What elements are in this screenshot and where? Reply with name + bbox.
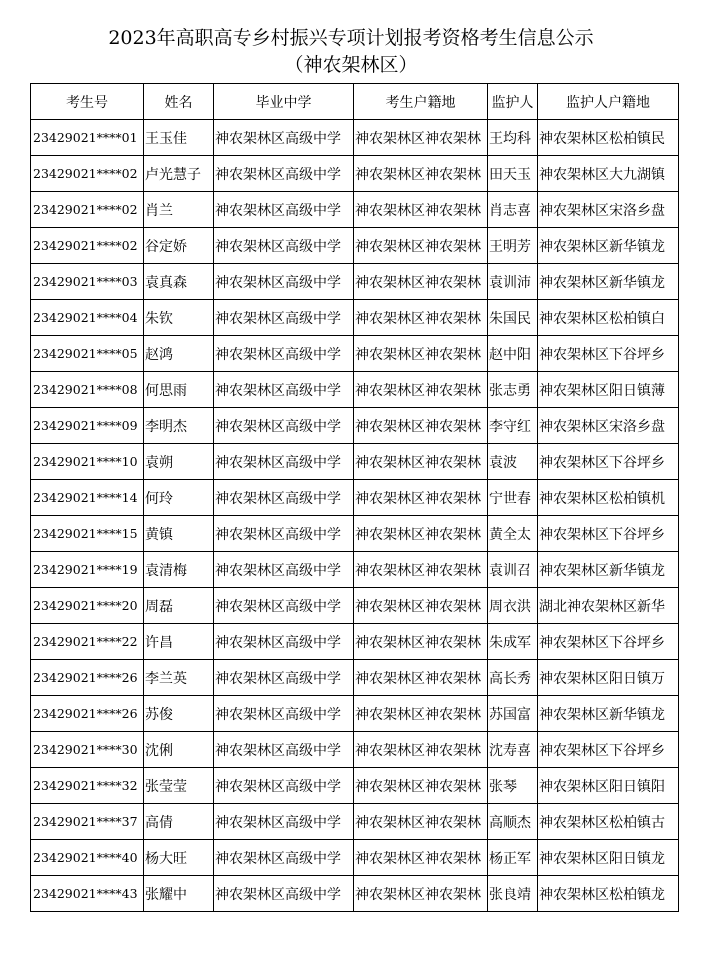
exam-number-cell: 23429021****09 xyxy=(31,408,144,444)
graduation-school-cell: 神农架林区高级中学 xyxy=(214,372,354,408)
guardian-residence-cell: 神农架林区新华镇龙 xyxy=(538,552,679,588)
student-name-cell: 袁清梅 xyxy=(144,552,214,588)
student-name-cell: 袁朔 xyxy=(144,444,214,480)
graduation-school-cell: 神农架林区高级中学 xyxy=(214,264,354,300)
exam-number-cell: 23429021****30 xyxy=(31,732,144,768)
graduation-school-cell: 神农架林区高级中学 xyxy=(214,696,354,732)
guardian-residence-cell: 神农架林区阳日镇阳 xyxy=(538,768,679,804)
table-row xyxy=(31,444,679,480)
student-name-cell: 肖兰 xyxy=(144,192,214,228)
header-guardian-residence: 监护人户籍地 xyxy=(538,84,679,120)
graduation-school-cell: 神农架林区高级中学 xyxy=(214,444,354,480)
graduation-school-cell: 神农架林区高级中学 xyxy=(214,336,354,372)
table-header-row xyxy=(31,84,679,120)
student-residence-cell: 神农架林区神农架林 xyxy=(354,480,488,516)
student-residence-cell: 神农架林区神农架林 xyxy=(354,624,488,660)
exam-number-cell: 23429021****08 xyxy=(31,372,144,408)
table-row xyxy=(31,840,679,876)
student-residence-cell: 神农架林区神农架林 xyxy=(354,876,488,912)
guardian-cell: 袁训沛 xyxy=(488,264,538,300)
graduation-school-cell: 神农架林区高级中学 xyxy=(214,804,354,840)
graduation-school-cell: 神农架林区高级中学 xyxy=(214,408,354,444)
graduation-school-cell: 神农架林区高级中学 xyxy=(214,768,354,804)
student-name-cell: 张耀中 xyxy=(144,876,214,912)
graduation-school-cell: 神农架林区高级中学 xyxy=(214,228,354,264)
student-name-cell: 卢光慧子 xyxy=(144,156,214,192)
exam-number-cell: 23429021****37 xyxy=(31,804,144,840)
guardian-cell: 袁波 xyxy=(488,444,538,480)
guardian-residence-cell: 神农架林区下谷坪乡 xyxy=(538,336,679,372)
student-name-cell: 李明杰 xyxy=(144,408,214,444)
student-name-cell: 谷定娇 xyxy=(144,228,214,264)
exam-number-cell: 23429021****26 xyxy=(31,696,144,732)
table-row xyxy=(31,120,679,156)
student-residence-cell: 神农架林区神农架林 xyxy=(354,552,488,588)
guardian-cell: 高顺杰 xyxy=(488,804,538,840)
table-row xyxy=(31,876,679,912)
table-row xyxy=(31,516,679,552)
guardian-residence-cell: 神农架林区阳日镇薄 xyxy=(538,372,679,408)
student-residence-cell: 神农架林区神农架林 xyxy=(354,300,488,336)
guardian-cell: 宁世春 xyxy=(488,480,538,516)
exam-number-cell: 23429021****02 xyxy=(31,192,144,228)
guardian-cell: 肖志喜 xyxy=(488,192,538,228)
candidate-table xyxy=(30,83,679,912)
student-residence-cell: 神农架林区神农架林 xyxy=(354,228,488,264)
table-body xyxy=(31,120,679,912)
table-row xyxy=(31,768,679,804)
graduation-school-cell: 神农架林区高级中学 xyxy=(214,840,354,876)
table-row xyxy=(31,192,679,228)
student-residence-cell: 神农架林区神农架林 xyxy=(354,372,488,408)
table-row xyxy=(31,228,679,264)
exam-number-cell: 23429021****22 xyxy=(31,624,144,660)
guardian-cell: 杨正军 xyxy=(488,840,538,876)
guardian-cell: 袁训召 xyxy=(488,552,538,588)
guardian-cell: 朱成军 xyxy=(488,624,538,660)
exam-number-cell: 23429021****05 xyxy=(31,336,144,372)
table-row xyxy=(31,372,679,408)
guardian-residence-cell: 神农架林区宋洛乡盘 xyxy=(538,408,679,444)
guardian-cell: 张琴 xyxy=(488,768,538,804)
table-row xyxy=(31,624,679,660)
guardian-cell: 田天玉 xyxy=(488,156,538,192)
table-row xyxy=(31,660,679,696)
guardian-cell: 李守红 xyxy=(488,408,538,444)
graduation-school-cell: 神农架林区高级中学 xyxy=(214,480,354,516)
guardian-cell: 张良靖 xyxy=(488,876,538,912)
guardian-residence-cell: 神农架林区下谷坪乡 xyxy=(538,516,679,552)
header-exam-number: 考生号 xyxy=(31,84,144,120)
guardian-cell: 黄全太 xyxy=(488,516,538,552)
exam-number-cell: 23429021****15 xyxy=(31,516,144,552)
table-row xyxy=(31,264,679,300)
guardian-residence-cell: 神农架林区阳日镇龙 xyxy=(538,840,679,876)
student-name-cell: 苏俊 xyxy=(144,696,214,732)
graduation-school-cell: 神农架林区高级中学 xyxy=(214,876,354,912)
exam-number-cell: 23429021****20 xyxy=(31,588,144,624)
student-residence-cell: 神农架林区神农架林 xyxy=(354,588,488,624)
guardian-residence-cell: 神农架林区宋洛乡盘 xyxy=(538,192,679,228)
guardian-residence-cell: 神农架林区下谷坪乡 xyxy=(538,444,679,480)
guardian-cell: 朱国民 xyxy=(488,300,538,336)
exam-number-cell: 23429021****19 xyxy=(31,552,144,588)
guardian-cell: 张志勇 xyxy=(488,372,538,408)
guardian-residence-cell: 神农架林区新华镇龙 xyxy=(538,264,679,300)
student-name-cell: 沈俐 xyxy=(144,732,214,768)
guardian-cell: 苏国富 xyxy=(488,696,538,732)
student-name-cell: 黄镇 xyxy=(144,516,214,552)
student-residence-cell: 神农架林区神农架林 xyxy=(354,264,488,300)
student-residence-cell: 神农架林区神农架林 xyxy=(354,732,488,768)
student-name-cell: 李兰英 xyxy=(144,660,214,696)
header-name: 姓名 xyxy=(144,84,214,120)
exam-number-cell: 23429021****43 xyxy=(31,876,144,912)
student-residence-cell: 神农架林区神农架林 xyxy=(354,768,488,804)
student-residence-cell: 神农架林区神农架林 xyxy=(354,696,488,732)
table-row xyxy=(31,156,679,192)
table-row xyxy=(31,300,679,336)
exam-number-cell: 23429021****40 xyxy=(31,840,144,876)
guardian-cell: 高长秀 xyxy=(488,660,538,696)
exam-number-cell: 23429021****14 xyxy=(31,480,144,516)
table-row xyxy=(31,552,679,588)
guardian-residence-cell: 神农架林区松柏镇古 xyxy=(538,804,679,840)
header-graduation-school: 毕业中学 xyxy=(214,84,354,120)
exam-number-cell: 23429021****26 xyxy=(31,660,144,696)
student-residence-cell: 神农架林区神农架林 xyxy=(354,840,488,876)
guardian-residence-cell: 神农架林区松柏镇龙 xyxy=(538,876,679,912)
student-residence-cell: 神农架林区神农架林 xyxy=(354,336,488,372)
student-residence-cell: 神农架林区神农架林 xyxy=(354,156,488,192)
table-row xyxy=(31,696,679,732)
guardian-cell: 赵中阳 xyxy=(488,336,538,372)
guardian-residence-cell: 神农架林区新华镇龙 xyxy=(538,228,679,264)
guardian-residence-cell: 神农架林区新华镇龙 xyxy=(538,696,679,732)
table-row xyxy=(31,408,679,444)
exam-number-cell: 23429021****04 xyxy=(31,300,144,336)
guardian-residence-cell: 神农架林区大九湖镇 xyxy=(538,156,679,192)
exam-number-cell: 23429021****32 xyxy=(31,768,144,804)
header-student-residence: 考生户籍地 xyxy=(354,84,488,120)
graduation-school-cell: 神农架林区高级中学 xyxy=(214,588,354,624)
exam-number-cell: 23429021****02 xyxy=(31,228,144,264)
guardian-residence-cell: 神农架林区阳日镇万 xyxy=(538,660,679,696)
guardian-residence-cell: 神农架林区下谷坪乡 xyxy=(538,732,679,768)
graduation-school-cell: 神农架林区高级中学 xyxy=(214,300,354,336)
student-name-cell: 袁真森 xyxy=(144,264,214,300)
student-name-cell: 朱钦 xyxy=(144,300,214,336)
student-name-cell: 许昌 xyxy=(144,624,214,660)
graduation-school-cell: 神农架林区高级中学 xyxy=(214,156,354,192)
guardian-residence-cell: 神农架林区下谷坪乡 xyxy=(538,624,679,660)
table-row xyxy=(31,804,679,840)
student-name-cell: 何玲 xyxy=(144,480,214,516)
exam-number-cell: 23429021****01 xyxy=(31,120,144,156)
student-name-cell: 王玉佳 xyxy=(144,120,214,156)
header-guardian: 监护人 xyxy=(488,84,538,120)
graduation-school-cell: 神农架林区高级中学 xyxy=(214,624,354,660)
graduation-school-cell: 神农架林区高级中学 xyxy=(214,552,354,588)
student-name-cell: 张莹莹 xyxy=(144,768,214,804)
student-residence-cell: 神农架林区神农架林 xyxy=(354,444,488,480)
student-name-cell: 赵鸿 xyxy=(144,336,214,372)
guardian-cell: 王均科 xyxy=(488,120,538,156)
student-residence-cell: 神农架林区神农架林 xyxy=(354,804,488,840)
exam-number-cell: 23429021****02 xyxy=(31,156,144,192)
document-subtitle: （神农架林区） xyxy=(284,54,418,76)
document-title: 2023年高职高专乡村振兴专项计划报考资格考生信息公示 xyxy=(108,27,594,49)
graduation-school-cell: 神农架林区高级中学 xyxy=(214,660,354,696)
student-residence-cell: 神农架林区神农架林 xyxy=(354,408,488,444)
student-residence-cell: 神农架林区神农架林 xyxy=(354,516,488,552)
guardian-residence-cell: 神农架林区松柏镇白 xyxy=(538,300,679,336)
student-residence-cell: 神农架林区神农架林 xyxy=(354,192,488,228)
table-row xyxy=(31,588,679,624)
guardian-residence-cell: 湖北神农架林区新华 xyxy=(538,588,679,624)
student-name-cell: 高倩 xyxy=(144,804,214,840)
student-residence-cell: 神农架林区神农架林 xyxy=(354,660,488,696)
student-name-cell: 杨大旺 xyxy=(144,840,214,876)
student-name-cell: 何思雨 xyxy=(144,372,214,408)
guardian-residence-cell: 神农架林区松柏镇机 xyxy=(538,480,679,516)
guardian-cell: 周衣洪 xyxy=(488,588,538,624)
guardian-residence-cell: 神农架林区松柏镇民 xyxy=(538,120,679,156)
graduation-school-cell: 神农架林区高级中学 xyxy=(214,120,354,156)
graduation-school-cell: 神农架林区高级中学 xyxy=(214,192,354,228)
graduation-school-cell: 神农架林区高级中学 xyxy=(214,732,354,768)
guardian-cell: 沈寿喜 xyxy=(488,732,538,768)
table-row xyxy=(31,336,679,372)
student-name-cell: 周磊 xyxy=(144,588,214,624)
guardian-cell: 王明芳 xyxy=(488,228,538,264)
exam-number-cell: 23429021****10 xyxy=(31,444,144,480)
student-residence-cell: 神农架林区神农架林 xyxy=(354,120,488,156)
table-row xyxy=(31,480,679,516)
graduation-school-cell: 神农架林区高级中学 xyxy=(214,516,354,552)
table-row xyxy=(31,732,679,768)
exam-number-cell: 23429021****03 xyxy=(31,264,144,300)
